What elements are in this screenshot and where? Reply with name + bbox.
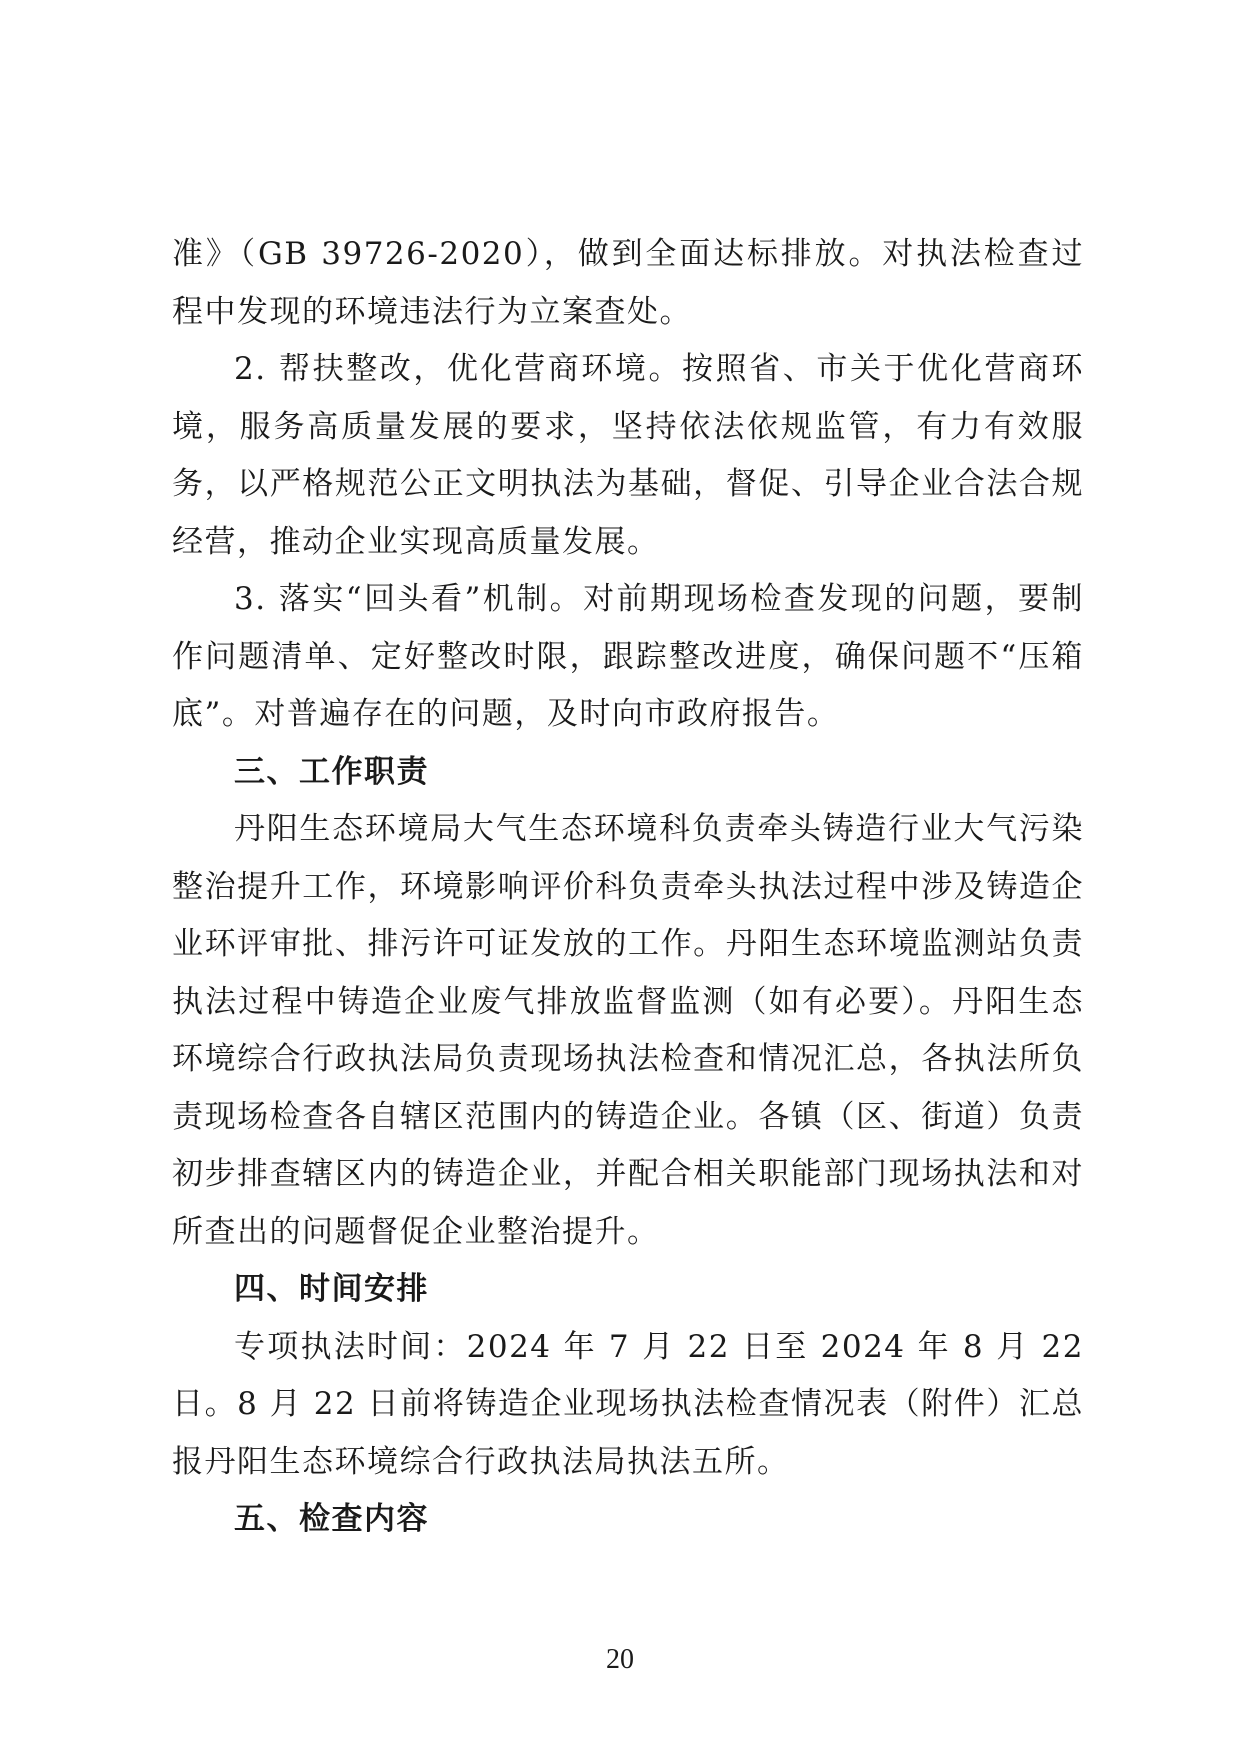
paragraph-schedule: 专项执法时间：2024 年 7 月 22 日至 2024 年 8 月 22 日。8 月 22 日前将铸造企业现场执法检查情况表（附件）汇总报丹阳生态环境综合行政执法局执法五所。 — [172, 1328, 1084, 1480]
section-heading-duties: 三、工作职责 — [234, 753, 429, 790]
section-heading-schedule: 四、时间安排 — [234, 1271, 429, 1307]
paragraph-item-3: 3. 落实“回头看”机制。对前期现场检查发现的问题，要制作问题清单、定好整改时限，跟踪整改进度，确保问题不“压箱底”。对普遍存在的问题，及时向市政府报告。 — [172, 581, 1084, 732]
document-body — [172, 226, 1084, 1549]
page-number: 20 — [606, 1644, 634, 1675]
paragraph-continuation: 准》（GB 39726-2020），做到全面达标排放。对执法检查过程中发现的环境违法行为立案查处。 — [172, 236, 1084, 330]
paragraph-duties: 丹阳生态环境局大气生态环境科负责牵头铸造行业大气污染整治提升工作，环境影响评价科负责牵头执法过程中涉及铸造企业环评审批、排污许可证发放的工作。丹阳生态环境监测站负责执法过程中铸造企业废气排放监督监测（如有必要）。丹阳生态环境综合行政执法局负责现场执法检查和情况汇总，各执法所负责现场检查各自辖区范围内的铸造企业。各镇（区、街道）负责初步排查辖区内的铸造企业，并配合相关职能部门现场执法和对所查出的问题督促企业整治提升。 — [172, 811, 1084, 1250]
section-heading-inspection: 五、检查内容 — [234, 1501, 429, 1537]
paragraph-item-2: 2. 帮扶整改，优化营商环境。按照省、市关于优化营商环境，服务高质量发展的要求，坚持依法依规监管，有力有效服务，以严格规范公正文明执法为基础，督促、引导企业合法合规经营，推动企业实现高质量发展。 — [172, 351, 1084, 560]
